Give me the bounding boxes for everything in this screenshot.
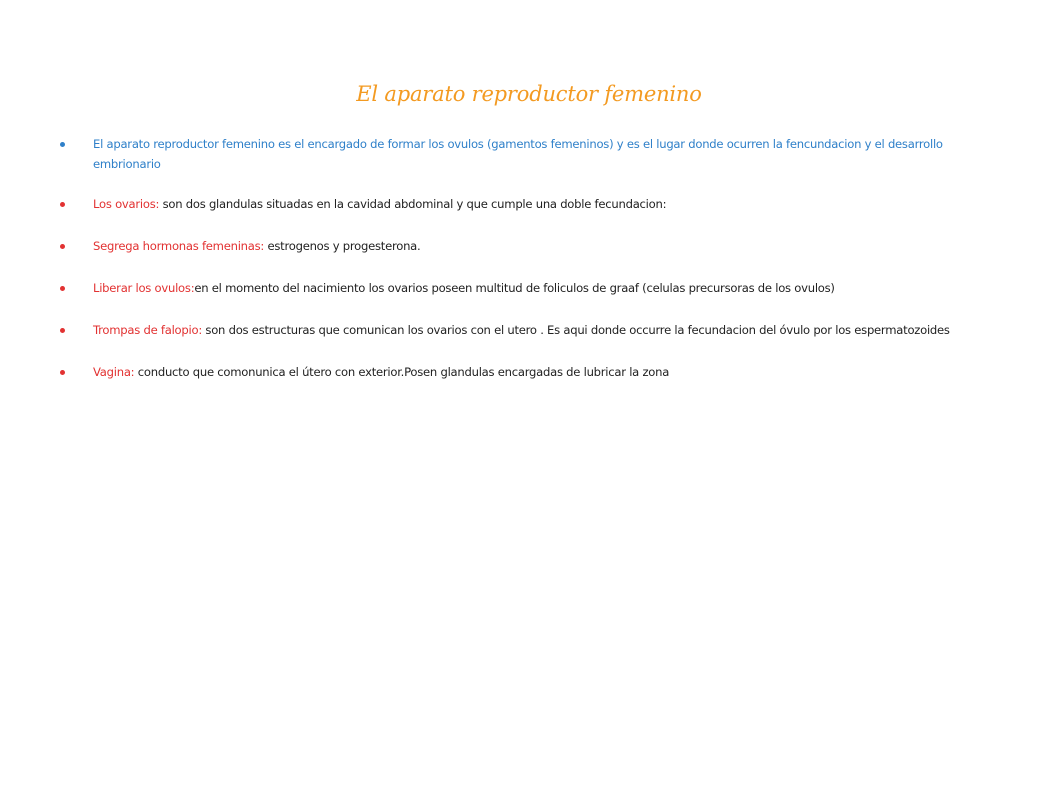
- bullet-term: Trompas de falopio:: [93, 323, 202, 337]
- bullet-item-ovulos: [60, 278, 990, 298]
- slide-title: El aparato reproductor femenino: [356, 82, 702, 106]
- bullet-text: son dos estructuras que comunican los ovarios con el utero . Es aqui donde occurre la fecundacion del óvulo por los espermatozoides: [201, 323, 950, 337]
- bullet-dot-icon: [60, 202, 65, 207]
- bullet-text: estrogenos y progesterona.: [264, 239, 421, 253]
- bullet-dot-icon: [60, 286, 65, 291]
- bullet-item-intro: [60, 134, 990, 174]
- bullet-term: Liberar los ovulos:: [93, 281, 195, 295]
- bullet-term: Los ovarios:: [93, 197, 160, 211]
- bullet-text: en el momento del nacimiento los ovarios poseen multitud de foliculos de graaf (celulas precursoras de los ovulos): [194, 281, 835, 295]
- bullet-item-hormonas: [60, 236, 990, 256]
- bullet-term: Vagina:: [93, 365, 135, 379]
- bullet-item-vagina: [60, 362, 990, 382]
- bullet-text: son dos glandulas situadas en la cavidad abdominal y que cumple una doble fecundacion:: [159, 197, 667, 211]
- bullet-dot-icon: [60, 328, 65, 333]
- bullet-dot-icon: [60, 244, 65, 249]
- bullet-item-trompas: [60, 320, 990, 340]
- bullet-dot-icon: [60, 370, 65, 375]
- bullet-text: El aparato reproductor femenino es el encargado de formar los ovulos (gamentos femeninos) y es el lugar donde ocurren la fencundacion y el desarrollo embrionario: [93, 137, 943, 171]
- bullet-item-ovarios: [60, 194, 990, 214]
- bullet-dot-icon: [60, 142, 65, 147]
- bullet-list: [60, 134, 990, 404]
- bullet-text: conducto que comonunica el útero con exterior.Posen glandulas encargadas de lubricar la zona: [134, 365, 670, 379]
- bullet-term: Segrega hormonas femeninas:: [93, 239, 265, 253]
